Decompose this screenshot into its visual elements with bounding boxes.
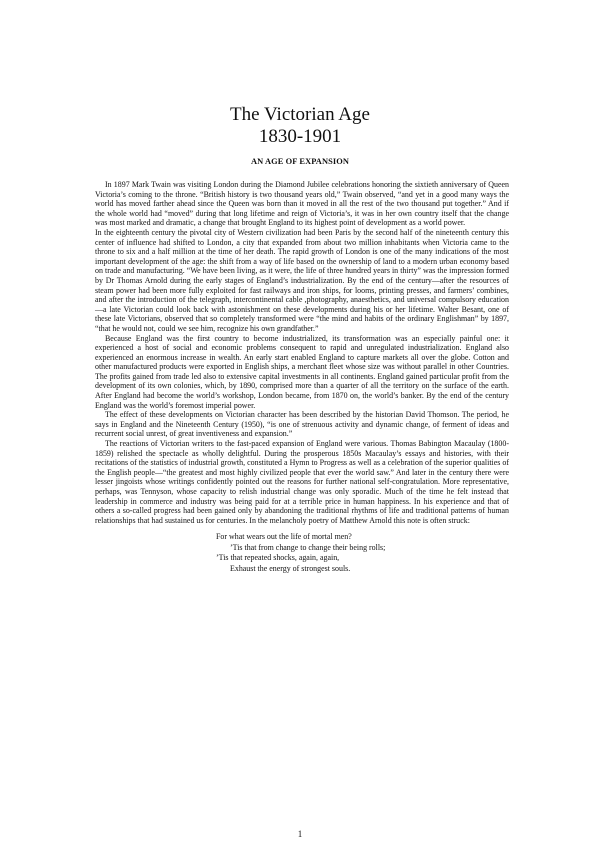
poem-quote [216,532,509,574]
paragraph-1: In 1897 Mark Twain was visiting London during the Diamond Jubilee celebrations honoring the sixtieth anniversary of Queen Victoria’s coming to the throne. “British history is two thousand years old,” Twain observed, “and yet in a good many ways the world has moved farther ahead since the Queen was born than it moved in all the rest of the two thousand put together.” And if the whole world had “moved” during that long lifetime and reign of Victoria’s, it was in her own country itself that the change was most marked and dramatic, a change that brought England to its highest point of development as a world power. [95,180,509,228]
page-dates: 1830-1901 [258,126,342,147]
paragraph-2: In the eighteenth century the pivotal city of Western civilization had been Paris by the second half of the nineteenth century this center of influence had shifted to London, a city that expanded from about two million inhabitants when Victoria came to the throne to six and a half million at the time of her death. The rapid growth of London is one of the many indications of the most important development of the age: the shift from a way of life based on the ownership of land to a modern urban economy based on trade and manufacturing. “We have been living, as it were, the life of three hundred years in thirty” was the impression formed by Dr Thomas Arnold during the early stages of England’s industrialization. By the end of the century—after the resources of steam power had been more fully exploited for fast railways and iron ships, for looms, printing presses, and farmers’ combines, and after the introduction of the telegraph, intercontinental cable ,photography, anaesthetics, and universal compulsory education—a late Victorian could look back with astonishment on these developments during his or her lifetime. Walter Besant, one of these late Victorians, observed that so completely transformed were “the mind and habits of the ordinary Englishman” by 1897, “that he would not, could we see him, recognize his own grandfather.” [95,227,509,333]
body-text [95,180,509,574]
poem-line: Exhaust the energy of strongest souls. [230,563,351,573]
poem-line: ’Tis that from change to change their being rolls; [230,542,386,552]
poem-line: ’Tis that repeated shocks, again, again, [216,553,340,563]
paragraph-4: The effect of these developments on Victorian character has been described by the historian David Thomson. The period, he says in England and the Nineteenth Century (1950), “is one of strenuous activity and dynamic change, of ferment of ideas and recurrent social unrest, of great inventiveness and expansion.” [95,410,509,439]
paragraph-3: Because England was the first country to become industrialized, its transformation was an especially painful one: it experienced a host of social and economic problems consequent to rapid and unregulated industrialization. England also experienced an enormous increase in wealth. An early start enabled England to capture markets all over the globe. Cotton and other manufactured products were exported in English ships, a merchant fleet whose size was without parallel in other Countries. The profits gained from trade led also to extensive capital investments in all continents. England gained particular profit from the development of its own colonies, which, by 1890, comprised more than a quarter of all the territory on the surface of the earth. After England had become the world’s workshop, London became, from 1870 on, the world’s banker. By the end of the century England was the world’s foremost imperial power. [95,333,509,410]
page-number: 1 [297,829,303,839]
page-title: The Victorian Age [230,104,370,125]
poem-line: For what wears out the life of mortal men? [216,532,352,542]
paragraph-5: The reactions of Victorian writers to the fast-paced expansion of England were various. Thomas Babington Macaulay (1800-1859) relished the spectacle as wholly delightful. During the prosperous 1850s Macaulay’s essays and histories, with their recitations of the statistics of industrial growth, constituted a Hymn to Progress as well as a celebration of the superior qualities of the English people—“the greatest and most highly civilized people that ever the world saw.” And later in the century there were lesser jingoists whose writings confidently pointed out the reasons for further national self-congratulation. More representative, perhaps, was Tennyson, whose capacity to relish industrial change was only sporadic. Much of the time he felt instead that leadership in commerce and industry was being paid for at a terrible price in human happiness. In his experience and that of others a so-called progress had been gained only by abandoning the traditional rhythms of life and traditional patterns of human relationships that had sustained us for centuries. In the melancholy poetry of Matthew Arnold this note is often struck: [95,439,509,525]
section-subtitle: AN AGE OF EXPANSION [251,157,349,166]
